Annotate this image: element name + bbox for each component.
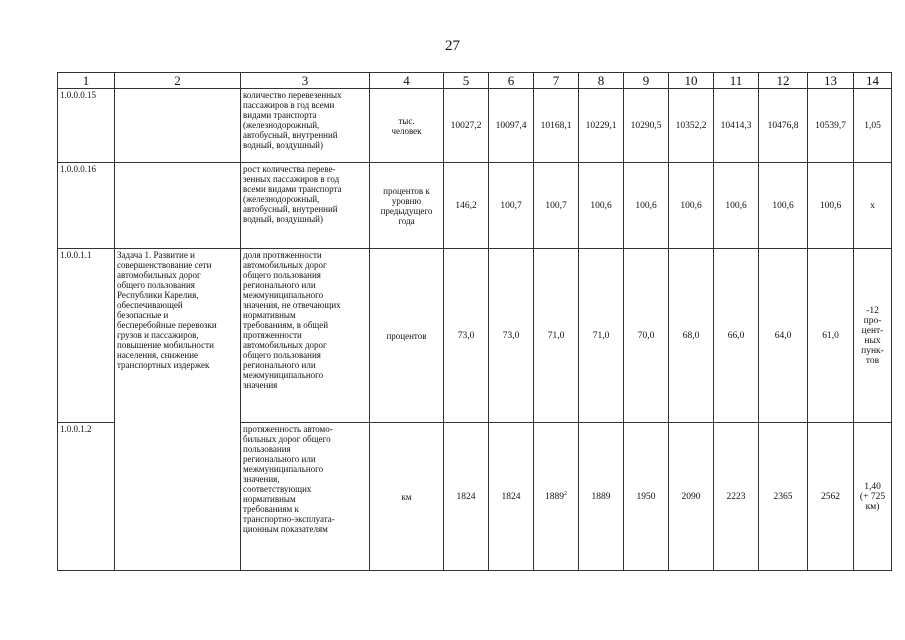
row-code: 1.0.0.1.2: [58, 423, 115, 571]
value-cell: [759, 89, 808, 163]
cell-line: водный, воздушный): [243, 140, 323, 150]
table-row: [58, 163, 892, 249]
cell-line: Республики Карелия,: [117, 290, 199, 300]
cell-line: зенных пассажиров в год: [243, 174, 340, 184]
value-cell: [489, 423, 534, 571]
value-text: 68,0: [682, 330, 700, 341]
cell-line: количество перевезенных: [243, 90, 342, 100]
cell-line: тыс.: [398, 115, 415, 126]
cell-line: автобусный, внутренний: [243, 204, 338, 214]
cell-line: требованиям к: [243, 504, 299, 514]
cell-line: значения: [243, 380, 278, 390]
value-text: 10229,1: [585, 120, 617, 131]
value-cell: [579, 163, 624, 249]
indicators-table: [57, 72, 892, 571]
cell-line: (железнодорожный,: [243, 120, 320, 130]
value-cell: [579, 89, 624, 163]
value-cell: [624, 423, 669, 571]
cell-line: х: [870, 200, 875, 211]
header-cell: 7: [534, 73, 579, 89]
value-cell: [808, 89, 854, 163]
cell-line: нормативным: [243, 494, 296, 504]
value-text: 1824: [501, 491, 521, 502]
value-text: 73,0: [457, 330, 475, 341]
cell-line: процентов к: [383, 185, 430, 196]
value-cell: [808, 249, 854, 423]
cell-line: водный, воздушный): [243, 214, 323, 224]
value-cell: [624, 249, 669, 423]
value-cell: [669, 249, 714, 423]
target-change-cell: [854, 423, 892, 571]
cell-line: про-: [863, 315, 882, 326]
indicator-cell: [241, 249, 370, 423]
value-text: 10290,5: [630, 120, 662, 131]
unit-cell: [370, 423, 444, 571]
value-text: 100,7: [545, 200, 567, 211]
cell-line: протяженность автомо-: [243, 424, 333, 434]
value-text: 1889: [591, 491, 611, 502]
value-cell: [714, 423, 759, 571]
value-cell: [444, 423, 489, 571]
header-cell: 4: [370, 73, 444, 89]
header-cell: 6: [489, 73, 534, 89]
cell-line: цент-: [861, 325, 884, 336]
value-cell: [759, 249, 808, 423]
unit-cell: [370, 89, 444, 163]
cell-line: бесперебойные перевозки: [117, 320, 217, 330]
cell-line: межмуниципального: [243, 370, 324, 380]
cell-line: ных: [864, 335, 881, 346]
value-cell: [808, 163, 854, 249]
cell-line: км: [401, 491, 412, 502]
value-cell: [534, 249, 579, 423]
value-text: 1889: [545, 491, 564, 502]
value-cell: [669, 89, 714, 163]
cell-line: автобусный, внутренний: [243, 130, 338, 140]
cell-line: совершенствование сети: [117, 260, 212, 270]
value-cell: [624, 163, 669, 249]
header-cell: 10: [669, 73, 714, 89]
header-cell: 8: [579, 73, 624, 89]
cell-line: транспортных издержек: [117, 360, 210, 370]
value-cell: [444, 163, 489, 249]
indicator-cell: [241, 89, 370, 163]
value-text: 1950: [636, 491, 656, 502]
value-cell: [714, 89, 759, 163]
value-text: 10027,2: [450, 120, 482, 131]
cell-line: регионального или: [243, 360, 316, 370]
cell-line: процентов: [386, 330, 427, 341]
cell-line: (+ 725: [859, 491, 886, 502]
target-change-cell: [854, 89, 892, 163]
value-text: 100,6: [819, 200, 842, 211]
value-cell: [808, 423, 854, 571]
header-cell: 2: [115, 73, 241, 89]
cell-line: всеми видами транспорта: [243, 184, 342, 194]
task-cell: [115, 249, 241, 571]
cell-line: общего пользования: [117, 280, 195, 290]
unit-cell: [370, 249, 444, 423]
value-cell: [759, 163, 808, 249]
cell-line: (железнодорожный,: [243, 194, 320, 204]
cell-line: обеспечивающей: [117, 300, 183, 310]
cell-line: тов: [865, 355, 880, 366]
task-cell: [115, 89, 241, 163]
cell-line: межмуниципального: [243, 464, 324, 474]
cell-line: автомобильных дорог: [243, 340, 327, 350]
cell-line: видами транспорта: [243, 110, 317, 120]
target-change-cell: [854, 163, 892, 249]
cell-line: года: [398, 215, 415, 226]
cell-line: населения, снижение: [117, 350, 199, 360]
indicator-cell: [241, 423, 370, 571]
cell-line: регионального или: [243, 280, 316, 290]
value-text: 100,6: [590, 200, 612, 211]
value-cell: [444, 89, 489, 163]
row-code: 1.0.0.0.15: [58, 89, 115, 163]
value-text: 71,0: [547, 330, 565, 341]
cell-line: транспортно-эксплуата-: [243, 514, 335, 524]
cell-line: протяженности: [243, 330, 302, 340]
row-code: 1.0.0.1.1: [58, 249, 115, 423]
value-text: 73,0: [502, 330, 520, 341]
row-code: 1.0.0.0.16: [58, 163, 115, 249]
value-text: 10414,3: [720, 120, 752, 131]
cell-line: безопасные и: [117, 310, 169, 320]
cell-line: человек: [391, 125, 422, 136]
value-text: 2223: [726, 491, 746, 502]
value-text: 1824: [456, 491, 476, 502]
value-text: 146,2: [455, 200, 477, 211]
cell-line: рост количества переве-: [243, 164, 336, 174]
value-cell: [669, 163, 714, 249]
value-cell: [489, 249, 534, 423]
cell-line: повышение мобильности: [117, 340, 214, 350]
value-cell: [579, 249, 624, 423]
value-text: 64,0: [774, 330, 792, 341]
value-text: 100,6: [725, 200, 747, 211]
cell-line: пассажиров в год всеми: [243, 100, 335, 110]
value-cell: [489, 163, 534, 249]
indicator-cell: [241, 163, 370, 249]
target-change-cell: [854, 249, 892, 423]
cell-line: значения, не отвечающих: [243, 300, 341, 310]
value-text: 71,0: [592, 330, 610, 341]
value-cell: [759, 423, 808, 571]
cell-line: пользования: [243, 444, 291, 454]
value-cell: [669, 423, 714, 571]
cell-line: уровню: [391, 195, 422, 206]
value-text: 100,6: [772, 200, 794, 211]
cell-line: Задача 1. Развитие и: [117, 250, 195, 260]
value-cell: [579, 423, 624, 571]
value-text: 2562: [821, 491, 840, 502]
cell-line: требованиям, в общей: [243, 320, 329, 330]
footnote-mark: 2: [564, 490, 567, 497]
value-cell: [534, 89, 579, 163]
cell-line: общего пользования: [243, 350, 321, 360]
cell-line: км): [865, 501, 880, 512]
page-number: 27: [445, 38, 460, 54]
task-cell: [115, 163, 241, 249]
cell-line: общего пользования: [243, 270, 321, 280]
value-cell: [489, 89, 534, 163]
value-text: 2365: [773, 491, 793, 502]
unit-cell: [370, 163, 444, 249]
header-cell: 13: [808, 73, 854, 89]
value-cell: [714, 249, 759, 423]
value-text: 10168,1: [540, 120, 572, 131]
cell-line: -12: [866, 305, 879, 316]
header-cell: 3: [241, 73, 370, 89]
cell-line: пунк-: [861, 345, 884, 356]
value-cell: [624, 89, 669, 163]
header-cell: 5: [444, 73, 489, 89]
header-cell: 14: [854, 73, 892, 89]
cell-line: 1,05: [864, 120, 881, 131]
header-cell: 9: [624, 73, 669, 89]
value-cell: [534, 423, 579, 571]
value-cell: [534, 163, 579, 249]
cell-line: межмуниципального: [243, 290, 324, 300]
value-cell: [714, 163, 759, 249]
header-row: [58, 73, 892, 89]
value-text: 61,0: [822, 330, 839, 341]
cell-line: 1,40: [864, 481, 881, 492]
cell-line: соответствующих: [243, 484, 312, 494]
header-cell: 12: [759, 73, 808, 89]
cell-line: автомобильных дорог: [243, 260, 327, 270]
value-text: 10476,8: [767, 120, 799, 131]
cell-line: значения,: [243, 474, 280, 484]
cell-line: ционным показателям: [243, 524, 328, 534]
value-text: 66,0: [727, 330, 745, 341]
value-text: 70,0: [637, 330, 655, 341]
value-text: 100,7: [500, 200, 522, 211]
value-cell: [444, 249, 489, 423]
table-row: [58, 249, 892, 423]
value-text: 10097,4: [495, 120, 527, 131]
cell-line: регионального или: [243, 454, 316, 464]
cell-line: доля протяженности: [243, 250, 322, 260]
cell-line: бильных дорог общего: [243, 434, 331, 444]
cell-line: нормативным: [243, 310, 296, 320]
header-cell: 11: [714, 73, 759, 89]
header-cell: 1: [58, 73, 115, 89]
value-text: 10539,7: [815, 120, 846, 131]
cell-line: предыдущего: [380, 205, 433, 216]
cell-line: автомобильных дорог: [117, 270, 201, 280]
cell-line: грузов и пассажиров,: [117, 330, 199, 340]
value-text: 2090: [681, 491, 701, 502]
table-row: [58, 89, 892, 163]
value-text: 100,6: [680, 200, 702, 211]
value-text: 100,6: [635, 200, 657, 211]
value-text: 10352,2: [675, 120, 707, 131]
